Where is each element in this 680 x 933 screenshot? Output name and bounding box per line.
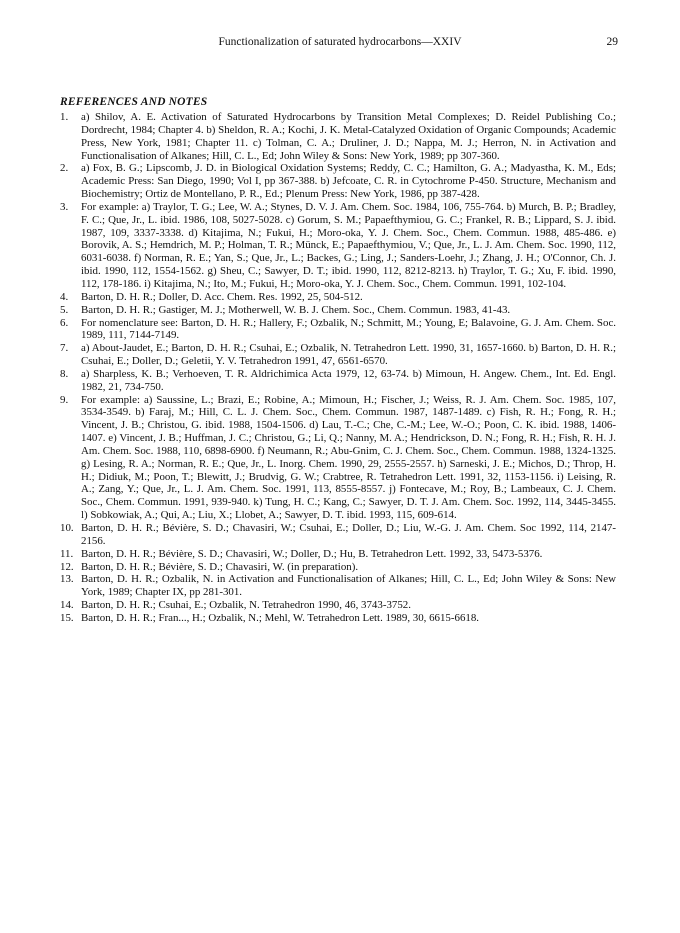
reference-text: Barton, D. H. R.; Gastiger, M. J.; Motherwell, W. B. J. Chem. Soc., Chem. Commun. 1983, 41-43. — [81, 303, 511, 316]
running-title: Functionalization of saturated hydrocarbons—XXIV — [218, 36, 462, 48]
reference-text: Barton, D. H. R.; Bévière, S. D.; Chavasiri, W.; Doller, D.; Hu, B. Tetrahedron Lett. 1992, 33, 5473-5376. — [81, 547, 543, 560]
reference-number: 12. — [60, 560, 74, 573]
running-head — [0, 36, 680, 52]
reference-text: Barton, D. H. R.; Doller, D. Acc. Chem. Res. 1992, 25, 504-512. — [81, 290, 363, 303]
reference-text: Barton, D. H. R.; Csuhai, E.; Ozbalik, N. Tetrahedron 1990, 46, 3743-3752. — [81, 599, 411, 612]
section-title: REFERENCES AND NOTES — [60, 96, 208, 108]
reference-item — [60, 291, 616, 304]
reference-text: For nomenclature see: Barton, D. H. R.; Hallery, F.; Ozbalik, N.; Schmitt, M.; Young, E; Balavoine, G. J. Am. Chem. Soc. 1989, 111, 7144-7149. — [81, 316, 616, 342]
reference-text: a) About-Jaudet, E.; Barton, D. H. R.; Csuhai, E.; Ozbalik, N. Tetrahedron Lett. 1990, 31, 1657-1660. b) Barton, D. H. R.; Csuhai, E.; Doller, D.; Geletii, Y. V. Tetrahedron 1991, 47, 6561-6570. — [81, 342, 616, 368]
reference-number: 14. — [60, 599, 74, 612]
reference-item — [60, 612, 616, 625]
reference-text: a) Sharpless, K. B.; Verhoeven, T. R. Aldrichimica Acta 1979, 12, 63-74. b) Mimoun, H. Angew. Chem., Int. Ed. Engl. 1982, 21, 734-750. — [81, 367, 616, 393]
reference-item — [60, 304, 616, 317]
reference-number: 7. — [60, 342, 69, 355]
reference-number: 6. — [60, 316, 69, 329]
reference-number: 9. — [60, 393, 69, 406]
reference-item — [60, 573, 616, 599]
reference-item — [60, 368, 616, 394]
reference-item — [60, 111, 616, 162]
reference-text: a) Shilov, A. E. Activation of Saturated Hydrocarbons by Transition Metal Complexes; D. Reidel Publishing Co.; Dordrecht, 1984; Chapter 4. b) Sheldon, R. A.; Kochi, J. K. Metal-Catalyzed Oxidation of Organic Compounds; Academic Press, New York, 1981; Chapter 11. c) Tolman, C. A.; Druliner, J. D.; Nappa, M. J.; Herron, N. in Activation and Functionalisation of Alkanes; Hill, C. L., Ed; John Wiley & Sons: New York, 1989; pp 307-360. — [81, 111, 616, 162]
reference-number: 3. — [60, 200, 69, 213]
reference-item — [60, 561, 616, 574]
reference-number: 1. — [60, 111, 69, 123]
reference-number: 4. — [60, 290, 69, 303]
reference-number: 13. — [60, 573, 74, 586]
reference-text: Barton, D. H. R.; Bévière, S. D.; Chavasiri, W. (in preparation). — [81, 560, 359, 573]
reference-item — [60, 522, 616, 548]
reference-text: a) Fox, B. G.; Lipscomb, J. D. in Biological Oxidation Systems; Reddy, C. C.; Hamilton, G. A.; Madyastha, K. M., Eds; Academic Press: San Diego, 1990; Vol I, pp 367-388. b) Jefcoate, C. R. in Cytochrome P-450. Structure, Mechanism and Biochemistry; Ortiz de Montellano, P. R., Ed.; Plenum Press: New York, 1986, pp 387-428. — [81, 162, 616, 201]
reference-text: Barton, D. H. R.; Bévière, S. D.; Chavasiri, W.; Csuhai, E.; Doller, D.; Liu, W.-G. J. Am. Chem. Soc 1992, 114, 2147-2156. — [81, 522, 616, 547]
reference-number: 11. — [60, 547, 74, 560]
reference-item — [60, 201, 616, 291]
reference-number: 15. — [60, 611, 74, 624]
reference-number: 2. — [60, 162, 69, 175]
reference-number: 5. — [60, 303, 69, 316]
reference-text: For example: a) Saussine, L.; Brazi, E.; Robine, A.; Mimoun, H.; Fischer, J.; Weiss, R. J. Am. Chem. Soc. 1985, 107, 3534-3549. b) Faraj, M.; Hill, C. L. J. Chem. Soc., Chem. Commun. 1987, 1487-1489. c) Fish, R. H.; Fong, R. H.; Vincent, J. B.; Christou, G. ibid. 1988, 1504-1506. d) Lau, T.-C.; Che, C.-M.; Lee, W.-O.; Poon, C. K. ibid. 1988, 1406-1407. e) Vincent, J. B.; Huffman, J. C.; Christou, G.; Li, Q.; Nanny, M. A.; Hendrickson, D. N.; Fong, R. H.; Fish, R. H. J. Am. Chem. Soc. 1988, 110, 6898-6900. f) Neumann, R.; Abu-Gnim, C. J. Chem. Soc., Chem. Commun. 1988, 1324-1325. g) Lesing, R. A.; Norman, R. E.; Que, Jr., L. Inorg. Chem. 1990, 29, 2555-2557. h) Sarneski, J. E.; Michos, D.; Throp, H. H.; Didiuk, M.; Poon, T.; Blewitt, J.; Brudvig, G. W.; Crabtree, R. Tetrahedron Lett. 1991, 32, 1153-1156. i) Leising, R. A.; Zang, Y.; Que, Jr., L. J. Am. Chem. Soc. 1991, 113, 8555-8557. j) Fontecave, M.; Roy, B.; Lambeaux, C. J. Chem. Soc., Chem. Commun. 1991, 939-940. k) Tung, H. C.; Kang, C.; Sawyer, D. T. J. Am. Chem. Soc. 1992, 114, 3445-3455. l) Sobkowiak, A.; Qui, A.; Liu, X.; Llobet, A.; Sawyer, D. T. ibid. 1993, 115, 609-614. — [81, 393, 616, 522]
reference-number: 8. — [60, 367, 69, 380]
reference-text: Barton, D. H. R.; Fran..., H.; Ozbalik, N.; Mehl, W. Tetrahedron Lett. 1989, 30, 6615-6618. — [81, 611, 480, 624]
reference-item — [60, 317, 616, 343]
reference-text: Barton, D. H. R.; Ozbalik, N. in Activation and Functionalisation of Alkanes; Hill, C. L., Ed; John Wiley & Sons: New York, 1989; Chapter IX, pp 281-301. — [81, 573, 616, 599]
reference-number: 10. — [60, 522, 74, 534]
reference-item — [60, 599, 616, 612]
reference-item — [60, 394, 616, 522]
reference-item — [60, 342, 616, 368]
reference-item — [60, 548, 616, 561]
reference-item — [60, 162, 616, 201]
reference-text: For example: a) Traylor, T. G.; Lee, W. A.; Stynes, D. V. J. Am. Chem. Soc. 1984, 106, 755-764. b) Murch, B. P.; Bradley, F. C.; Que, Jr., L. ibid. 1986, 108, 5027-5028. c) Gorum, S. M.; Papaefthymiou, G. C.; Frankel, R. B.; Lippard, S. J. ibid. 1987, 109, 3337-3338. d) Kitajima, N.; Fukui, H.; Moro-oka, Y. J. Chem. Soc., Chem. Commun. 1988, 485-486. e) Borovik, A. S.; Hemdrich, M. P.; Holman, T. R.; Münck, E.; Papaefthymiou, V.; Que, Jr., L. J. Am. Chem. Soc. 1990, 112, 6031-6038. f) Norman, R. E.; Yan, S.; Que, Jr., L.; Backes, G.; Ling, J.; Sanders-Loehr, J.; Zhang, J. H.; O'Connor, Ch. J. ibid. 1990, 112, 1554-1562. g) Sheu, C.; Sawyer, D. T.; ibid. 1990, 112, 8212-8213. h) Traylor, T. G.; Xu, F. ibid. 1990, 112, 178-186. i) Kitajima, N.; Ito, M.; Fukui, H.; Moro-oka, Y. J. Chem. Soc., Chem. Commun. 1991, 102-104. — [81, 200, 616, 290]
page-number: 29 — [606, 36, 618, 48]
reference-list — [60, 111, 616, 625]
